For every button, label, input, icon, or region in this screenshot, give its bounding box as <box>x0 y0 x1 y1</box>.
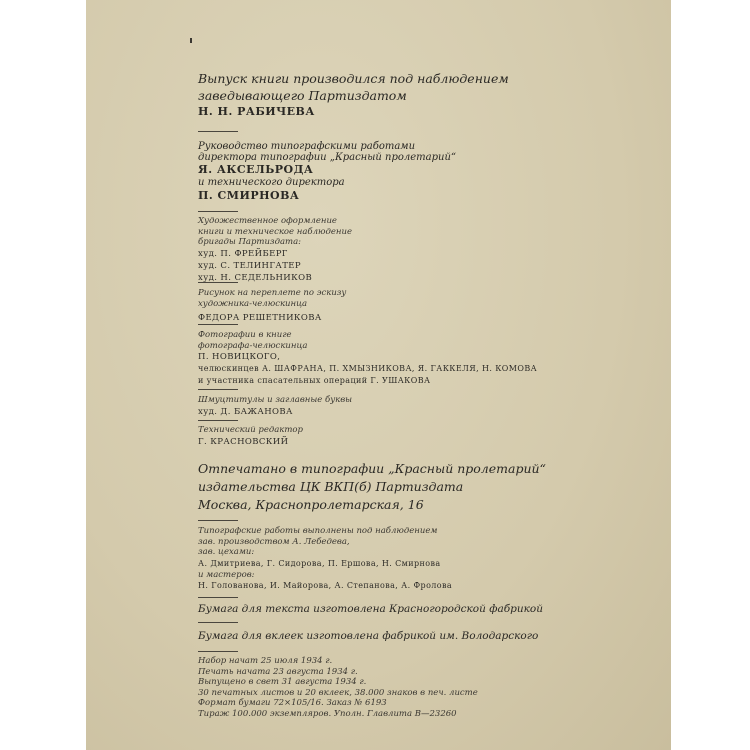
cover-block <box>198 288 346 324</box>
supervision-name: Н. Н. РАБИЧЕВА <box>198 105 315 118</box>
art-line-3: бригады Партиздата: <box>198 237 302 247</box>
imprint-line: 30 печатных листов и 20 вклеек, 38.000 знаков в печ. листе <box>198 687 478 698</box>
art-line-2: книги и техническое наблюдение <box>198 226 353 237</box>
printed-line-3: Москва, Краснопролетарская, 16 <box>198 497 424 512</box>
editor-block <box>198 425 303 448</box>
divider <box>198 622 238 623</box>
printing-line-4: и мастеров: <box>198 569 255 580</box>
editor-line: Технический редактор <box>198 425 303 435</box>
cover-line-1: Рисунок на переплете по эскизу <box>198 288 347 298</box>
paper-text: Бумага для текста изготовлена Красногородской фабрикой <box>198 603 543 615</box>
titles-block <box>198 395 352 418</box>
printed-line-2: издательства ЦК ВКП(б) Партиздата <box>198 479 464 494</box>
supervision-line-1: Выпуск книги производился под наблюдением <box>198 71 509 86</box>
paper-inserts-line <box>198 629 538 643</box>
direction-line-1: Руководство типографскими работами <box>198 141 416 152</box>
divider <box>198 420 238 421</box>
cover-line-2: художника-челюскинца <box>198 298 308 309</box>
imprint-line: Печать начата 23 августа 1934 г. <box>198 666 358 677</box>
divider <box>198 131 238 132</box>
art-block <box>198 216 352 284</box>
printing-block <box>198 526 452 592</box>
paper-inserts: Бумага для вклеек изготовлена фабрикой им. Володарского <box>198 630 539 642</box>
direction-line-2: директора типографии „Красный пролетарий“ <box>198 152 457 163</box>
direction-block <box>198 141 456 203</box>
printing-names-1: А. Дмитриева, Г. Сидорова, П. Ершова, Н. Смирнова <box>198 558 441 568</box>
supervision-line-2: заведывающего Партиздатом <box>198 88 407 103</box>
ink-mark <box>190 38 192 43</box>
paper-text-line <box>198 602 543 616</box>
artist-name: худ. С. ТЕЛИНГАТЕР <box>198 260 301 271</box>
divider <box>198 520 238 521</box>
divider <box>198 211 238 212</box>
photos-block <box>198 330 537 387</box>
imprint-line: Набор начат 25 июля 1934 г. <box>198 656 333 666</box>
imprint-line: Выпущено в свет 31 августа 1934 г. <box>198 677 367 687</box>
divider <box>198 651 238 652</box>
editor-name: Г. КРАСНОВСКИЙ <box>198 436 289 447</box>
photos-line-1: Фотографии в книге <box>198 330 292 340</box>
titles-line: Шмуцтитулы и заглавные буквы <box>198 395 353 405</box>
printing-line-1: Типографские работы выполнены под наблюдением <box>198 526 438 536</box>
imprint-block <box>198 656 478 719</box>
printed-line-1: Отпечатано в типографии „Красный пролетарий“ <box>198 461 546 476</box>
divider <box>198 282 238 283</box>
divider <box>198 324 238 325</box>
photos-line-3: челюскинцев А. ШАФРАНА, П. ХМЫЗНИКОВА, Я. ГАККЕЛЯ, Н. КОМОВА <box>198 364 538 373</box>
artist-name: худ. Н. СЕДЕЛЬНИКОВ <box>198 272 313 283</box>
divider <box>198 597 238 598</box>
book-page <box>86 0 671 750</box>
artist-name: худ. П. ФРЕЙБЕРГ <box>198 248 288 259</box>
divider <box>198 389 238 390</box>
printing-line-2: зав. производством А. Лебедева, <box>198 536 350 547</box>
photos-line-2: фотографа-челюскинца <box>198 340 308 351</box>
cover-artist-name: ФЕДОРА РЕШЕТНИКОВА <box>198 313 322 323</box>
printing-names-2: Н. Голованова, И. Майорова, А. Степанова, А. Фролова <box>198 581 453 590</box>
art-line-1: Художественное оформление <box>198 216 337 226</box>
printed-block <box>198 460 546 514</box>
director-name: Я. АКСЕЛЬРОДА <box>198 163 314 176</box>
printing-line-3: зав. цехами: <box>198 547 255 557</box>
photographer-name: П. НОВИЦКОГО, <box>198 352 281 362</box>
imprint-line: Тираж 100.000 экземпляров. Уполн. Главлита В—23260 <box>198 708 457 719</box>
photos-line-4: и участника спасательных операций Г. УШАКОВА <box>198 376 431 385</box>
direction-line-3: и технического директора <box>198 177 345 188</box>
tech-director-name: П. СМИРНОВА <box>198 189 300 202</box>
titles-artist-name: худ. Д. БАЖАНОВА <box>198 406 293 417</box>
imprint-line: Формат бумаги 72×105/16. Заказ № 6193 <box>198 698 387 708</box>
supervision-block <box>198 70 509 119</box>
